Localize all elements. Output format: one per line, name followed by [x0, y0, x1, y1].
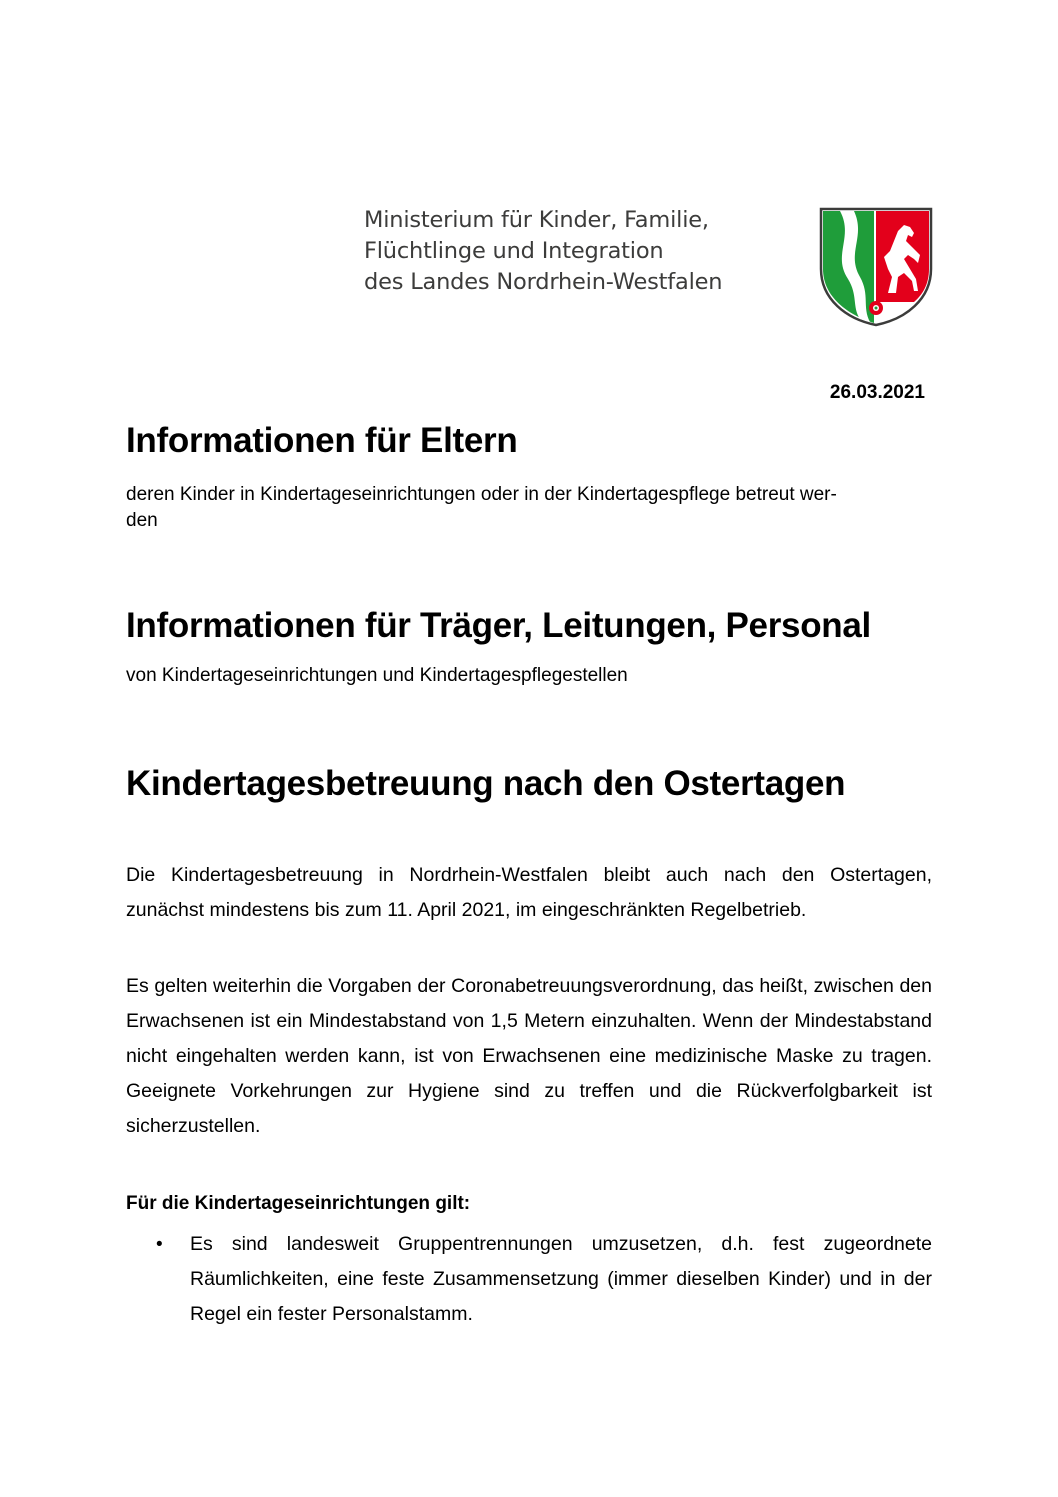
bullet-icon: • [156, 1234, 163, 1255]
document-date: 26.03.2021 [829, 382, 925, 403]
list-item-text: Es sind landesweit Gruppentrennungen umzusetzen, d.h. fest zugeordnete Räumlichkeiten, eine feste Zusammensetzung (immer dieselben Kinder) und in der Regel ein fester Personalstamm. [190, 1233, 932, 1325]
ministry-line-2: Flüchtlinge und Integration [364, 238, 664, 264]
heading-traeger: Informationen für Träger, Leitungen, Personal [126, 606, 871, 645]
ministry-line-1: Ministerium für Kinder, Familie, [364, 207, 709, 233]
subtitle-eltern-line-1: deren Kinder in Kindertageseinrichtungen oder in der Kindertagespflege betreut wer- [126, 484, 837, 505]
paragraph-regelbetrieb: Die Kindertagesbetreuung in Nordrhein-Westfalen bleibt auch nach den Ostertagen, zunächst mindestens bis zum 11. April 2021, im eingeschränkten Regelbetrieb. [126, 864, 932, 921]
heading-kindertagesbetreuung: Kindertagesbetreuung nach den Ostertagen [126, 764, 846, 803]
subtitle-traeger: von Kindertageseinrichtungen und Kindertagespflegestellen [126, 665, 628, 686]
paragraph-corona-vorgaben: Es gelten weiterhin die Vorgaben der Coronabetreuungsverordnung, das heißt, zwischen den Erwachsenen ist ein Mindestabstand von 1,5 Metern einzuhalten. Wenn der Mindestabstand nicht eingehalten werden kann, ist von Erwachsenen eine medizinische Maske zu tragen. Geeignete Vorkehrungen zur Hygiene sind zu treffen und die Rückverfolgbarkeit ist sicherzustellen. [126, 975, 932, 1137]
list-item [126, 1227, 932, 1332]
subtitle-eltern [126, 482, 932, 534]
ministry-name [364, 205, 794, 298]
kita-rules-heading: Für die Kindertageseinrichtungen gilt: [126, 1193, 471, 1214]
nrw-coat-of-arms-icon [818, 207, 934, 327]
ministry-line-3: des Landes Nordrhein-Westfalen [364, 269, 723, 295]
heading-eltern: Informationen für Eltern [126, 421, 518, 460]
subtitle-eltern-line-2: den [126, 510, 158, 531]
